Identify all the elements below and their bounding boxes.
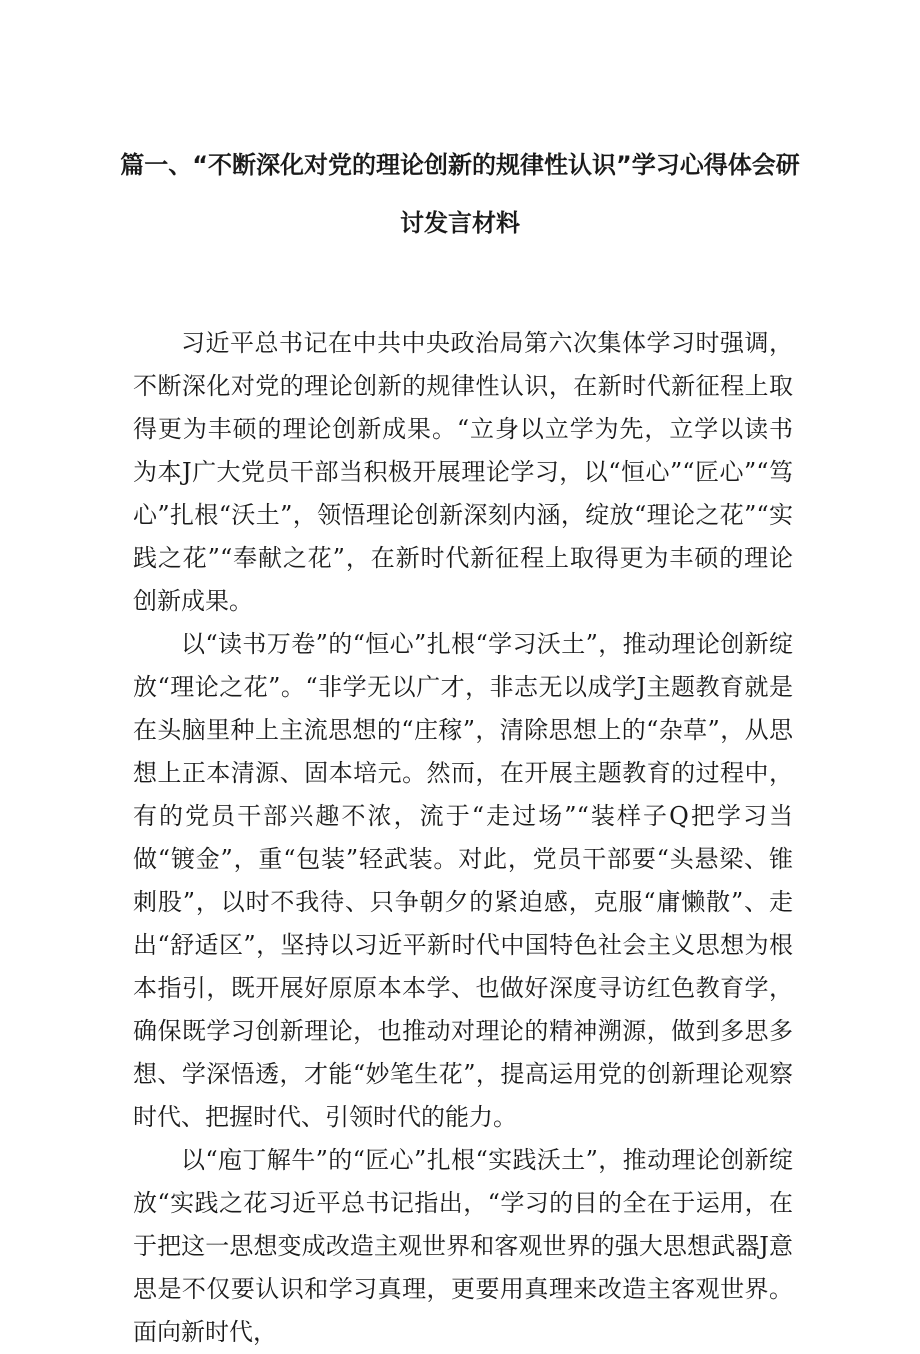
- document-title-line-1: 篇一、“不断深化对党的理论创新的规律性认识”学习心得体会研: [120, 151, 800, 179]
- body-paragraph-2: 以“读书万卷”的“恒心”扎根“学习沃土”，推动理论创新绽放“理论之花”。“非学无以广才，非志无以成学J主题教育就是在头脑里种上主流思想的“庄稼”，清除思想上的“杂草”，从思想上正本清源、固本培元。然而，在开展主题教育的过程中，有的党员干部兴趣不浓，流于“走过场”“装样子Q把学习当做“镀金”，重“包装”轻武装。对此，党员干部要“头悬梁、锥刺股”，以时不我待、只争朝夕的紧迫感，克服“庸懒散”、走出“舒适区”，坚持以习近平新时代中国特色社会主义思想为根本指引，既开展好原原本本学、也做好深度寻访红色教育学，确保既学习创新理论，也推动对理论的精神溯源，做到多思多想、学深悟透，才能“妙笔生花”，提高运用党的创新理论观察时代、把握时代、引领时代的能力。: [133, 630, 793, 1131]
- body-paragraph-3: 以“庖丁解牛”的“匠心”扎根“实践沃土”，推动理论创新绽放“实践之花习近平总书记指出，“学习的目的全在于运用，在于把这一思想变成改造主观世界和客观世界的强大思想武器J意思是不仅要认识和学习真理，更要用真理来改造主客观世界。面向新时代，: [133, 1146, 793, 1346]
- body-paragraph-1: 习近平总书记在中共中央政治局第六次集体学习时强调，不断深化对党的理论创新的规律性认识，在新时代新征程上取得更为丰硕的理论创新成果。“立身以立学为先，立学以读书为本J广大党员干部当积极开展理论学习，以“恒心”“匠心”“笃心”扎根“沃土”，领悟理论创新深刻内涵，绽放“理论之花”“实践之花”“奉献之花”，在新时代新征程上取得更为丰硕的理论创新成果。: [133, 329, 793, 615]
- document-title-line-2: 讨发言材料: [400, 209, 520, 237]
- document-body: [133, 322, 793, 1354]
